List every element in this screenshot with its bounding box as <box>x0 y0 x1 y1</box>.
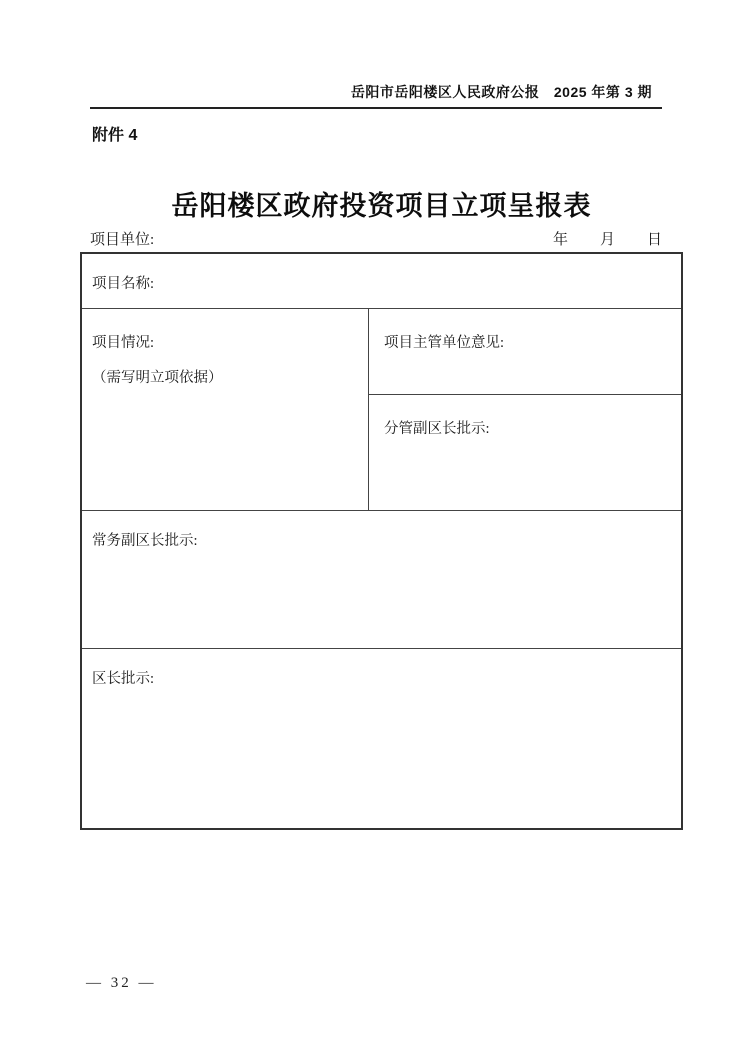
date-year-label: 年 <box>552 232 568 248</box>
project-name-label: 项目名称: <box>92 276 155 292</box>
executive-deputy-head-remark-label: 常务副区长批示: <box>92 533 198 549</box>
masthead-text: 岳阳市岳阳楼区人民政府公报 2025 年第 3 期 <box>350 84 652 100</box>
page-header <box>90 82 662 109</box>
project-approval-form-table <box>80 252 683 830</box>
district-head-remark-label: 区长批示: <box>92 671 155 687</box>
form-title: 岳阳楼区政府投资项目立项呈报表 <box>171 191 592 221</box>
district-head-remark-cell <box>82 649 681 828</box>
project-situation-cell <box>82 309 369 510</box>
project-unit-label: 项目单位: <box>90 232 155 248</box>
project-name-cell <box>82 254 681 309</box>
competent-unit-opinion-cell <box>369 309 681 395</box>
date-day-label: 日 <box>646 232 662 248</box>
deputy-district-head-remark-cell <box>369 395 681 510</box>
unit-date-row <box>80 228 683 249</box>
project-situation-row <box>82 309 681 511</box>
project-situation-note: （需写明立项依据） <box>92 370 223 386</box>
attachment-label: 附件 4 <box>92 127 138 144</box>
deputy-district-head-remark-label: 分管副区长批示: <box>384 421 490 437</box>
opinion-column <box>369 309 681 510</box>
project-situation-label: 项目情况: <box>92 335 155 351</box>
date-fields <box>553 228 683 249</box>
date-month-label: 月 <box>599 232 615 248</box>
executive-deputy-head-remark-cell <box>82 511 681 649</box>
page-number: — 32 — <box>86 975 157 991</box>
competent-unit-opinion-label: 项目主管单位意见: <box>384 335 505 351</box>
